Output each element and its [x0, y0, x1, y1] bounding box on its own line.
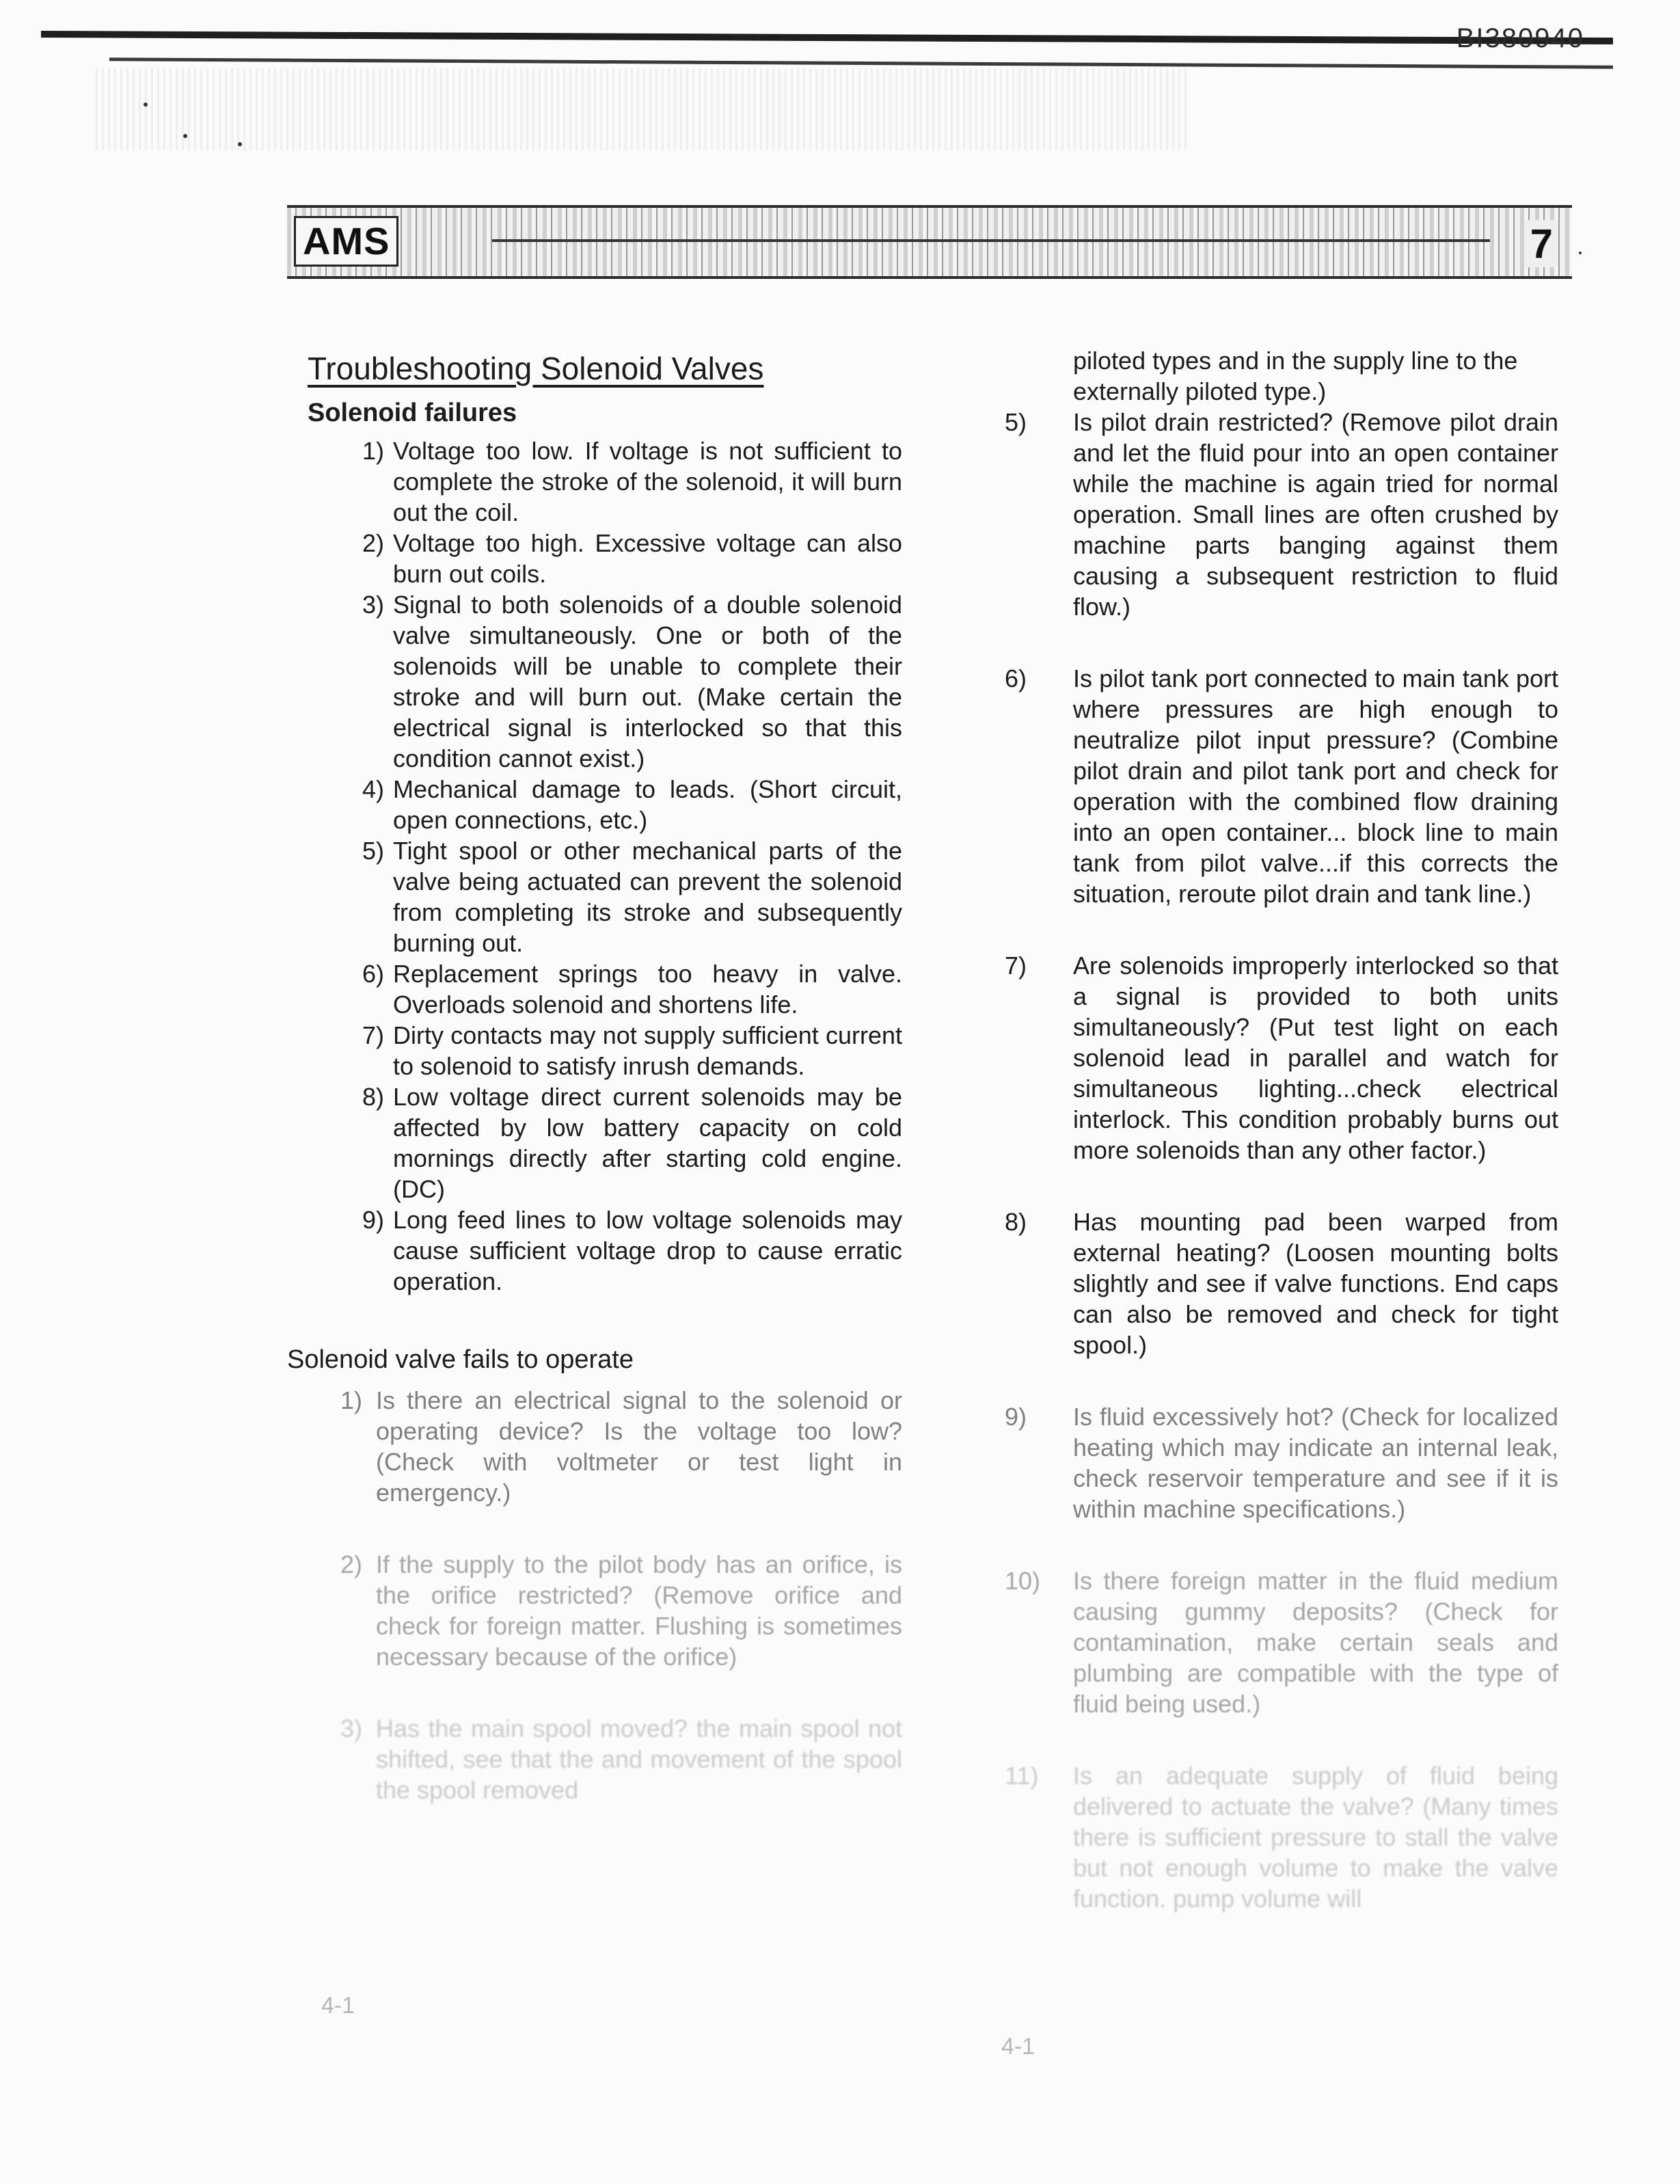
item-number: 8): [362, 1083, 384, 1111]
item-text: Voltage too high. Excessive voltage can also burn out coils.: [393, 529, 902, 588]
list-item: [287, 1713, 902, 1805]
right-column: [1005, 345, 1558, 1914]
document-id: BI380940: [1456, 23, 1584, 53]
item-text: If the supply to the pilot body has an orifice, is the orifice restricted? (Remove orifice and check for foreign matter. Flushing is sometimes necessary because of the orifice): [376, 1550, 902, 1671]
list-item: [287, 835, 902, 958]
ams-logo: AMS: [294, 216, 398, 267]
scan-speck: [144, 103, 148, 107]
item-text: Has mounting pad been warped from external heating? (Loosen mounting bolts slightly and see if valve functions. End caps can also be removed and check for tight spool.): [1073, 1208, 1558, 1359]
scan-noise: [96, 68, 1189, 150]
item-number: 5): [362, 837, 384, 865]
page-title: Troubleshooting Solenoid Valves: [308, 351, 764, 386]
list-item: [287, 589, 902, 774]
item-number: 2): [340, 1550, 362, 1578]
valve-fails-list: [287, 1385, 902, 1805]
item-number: 2): [362, 529, 384, 557]
list-item: [287, 1081, 902, 1204]
list-item: [1005, 1565, 1558, 1719]
item-number: 3): [362, 591, 384, 619]
item-number: 11): [1005, 1762, 1039, 1790]
list-item: [1005, 1401, 1558, 1524]
item-number: 3): [340, 1714, 362, 1742]
list-item: [1005, 950, 1558, 1165]
item-number: 4): [362, 775, 384, 803]
item-text: Signal to both solenoids of a double solenoid valve simultaneously. One or both of the solenoids will be unable to complete their stroke and will burn out. (Make certain the electrical signal is interlocked so that this condition cannot exist.): [393, 591, 902, 772]
item-number: 8): [1005, 1208, 1027, 1236]
item-number: 1): [362, 437, 384, 465]
top-rule-secondary: [109, 57, 1613, 69]
solenoid-failures-list: [287, 435, 902, 1297]
item-number: 7): [362, 1021, 384, 1049]
list-item: [287, 528, 902, 589]
item-text: Has the main spool moved? the main spool not shifted, see that the and movement of the spool the spool removed: [376, 1714, 902, 1804]
section-heading-valve-fails: Solenoid valve fails to operate: [287, 1345, 634, 1374]
item-text: Replacement springs too heavy in valve. Overloads solenoid and shortens life.: [393, 960, 902, 1019]
scan-speck: [1579, 252, 1582, 254]
item-text: Is pilot tank port connected to main tank port where pressures are high enough to neutralize pilot input pressure? (Combine pilot drain and pilot tank port and check for operation with the combined flow draining into an open container... block line to main tank from pilot valve...if this corrects the situation, reroute pilot drain and tank line.): [1073, 664, 1558, 908]
item-text: Is there an electrical signal to the solenoid or operating device? Is the voltage too low? (Check with voltmeter or test light in emergency.): [376, 1386, 902, 1507]
item-number: 9): [362, 1206, 384, 1234]
item-text: Tight spool or other mechanical parts of the valve being actuated can prevent the solenoid from completing its stroke and subsequently burning out.: [393, 837, 902, 957]
item-text: Dirty contacts may not supply sufficient current to solenoid to satisfy inrush demands.: [393, 1021, 902, 1080]
list-item: [1005, 663, 1558, 909]
list-item: [287, 1385, 902, 1508]
item-number: 1): [340, 1386, 362, 1414]
list-item: [287, 958, 902, 1020]
item-text: Is fluid excessively hot? (Check for localized heating which may indicate an internal leak, check reservoir temperature and see if it is within machine specifications.): [1073, 1403, 1558, 1523]
item-text: Low voltage direct current solenoids may be affected by low battery capacity on cold mornings directly after starting cold engine. (DC): [393, 1083, 902, 1203]
scan-speck: [238, 142, 242, 146]
scan-speck: [183, 134, 187, 138]
list-item: [1005, 1206, 1558, 1360]
section-heading-solenoid-failures: Solenoid failures: [308, 399, 517, 427]
left-column: [287, 345, 902, 1805]
item-number: 9): [1005, 1403, 1027, 1431]
list-item: [1005, 407, 1558, 622]
page-footnote-left: 4-1: [321, 1993, 355, 2019]
item-number: 6): [1005, 664, 1027, 692]
item-number: 7): [1005, 952, 1027, 980]
list-item: [287, 1204, 902, 1297]
page-number: 7: [1525, 220, 1558, 267]
item-number: 6): [362, 960, 384, 988]
continued-text: piloted types and in the supply line to the externally piloted type.): [1073, 347, 1518, 405]
list-item: [287, 774, 902, 835]
item-text: Long feed lines to low voltage solenoids may cause sufficient voltage drop to cause erratic operation.: [393, 1206, 902, 1295]
page-footnote-right: 4-1: [1001, 2034, 1035, 2060]
list-item: [287, 1549, 902, 1672]
troubleshooting-list-continued: [1005, 407, 1558, 1914]
item-text: Is there foreign matter in the fluid medium causing gummy deposits? (Check for contamination, make certain seals and plumbing are compatible with the type of fluid being used.): [1073, 1567, 1558, 1718]
item-text: Is an adequate supply of fluid being delivered to actuate the valve? (Many times there is sufficient pressure to stall the valve but not enough volume to make the valve function. pump volume will: [1073, 1762, 1558, 1913]
item-text: Are solenoids improperly interlocked so that a signal is provided to both units simultaneously? (Put test light on each solenoid lead in parallel and watch for simultaneous lighting...check electrical interlock. This condition probably burns out more solenoids than any other factor.): [1073, 952, 1558, 1164]
item-number: 5): [1005, 408, 1027, 436]
page-header-band: [287, 205, 1572, 279]
list-item: [287, 435, 902, 528]
item-text: Voltage too low. If voltage is not sufficient to complete the stroke of the solenoid, it will burn out the coil.: [393, 437, 902, 526]
item-text: Is pilot drain restricted? (Remove pilot drain and let the fluid pour into an open container while the machine is again tried for normal operation. Small lines are often crushed by machine parts banging against them causing a subsequent restriction to fluid flow.): [1073, 408, 1558, 621]
list-item: [1005, 1760, 1558, 1914]
top-rule: [41, 31, 1613, 44]
list-item: [287, 1020, 902, 1081]
item-text: Mechanical damage to leads. (Short circuit, open connections, etc.): [393, 775, 902, 834]
item-number: 10): [1005, 1567, 1041, 1595]
